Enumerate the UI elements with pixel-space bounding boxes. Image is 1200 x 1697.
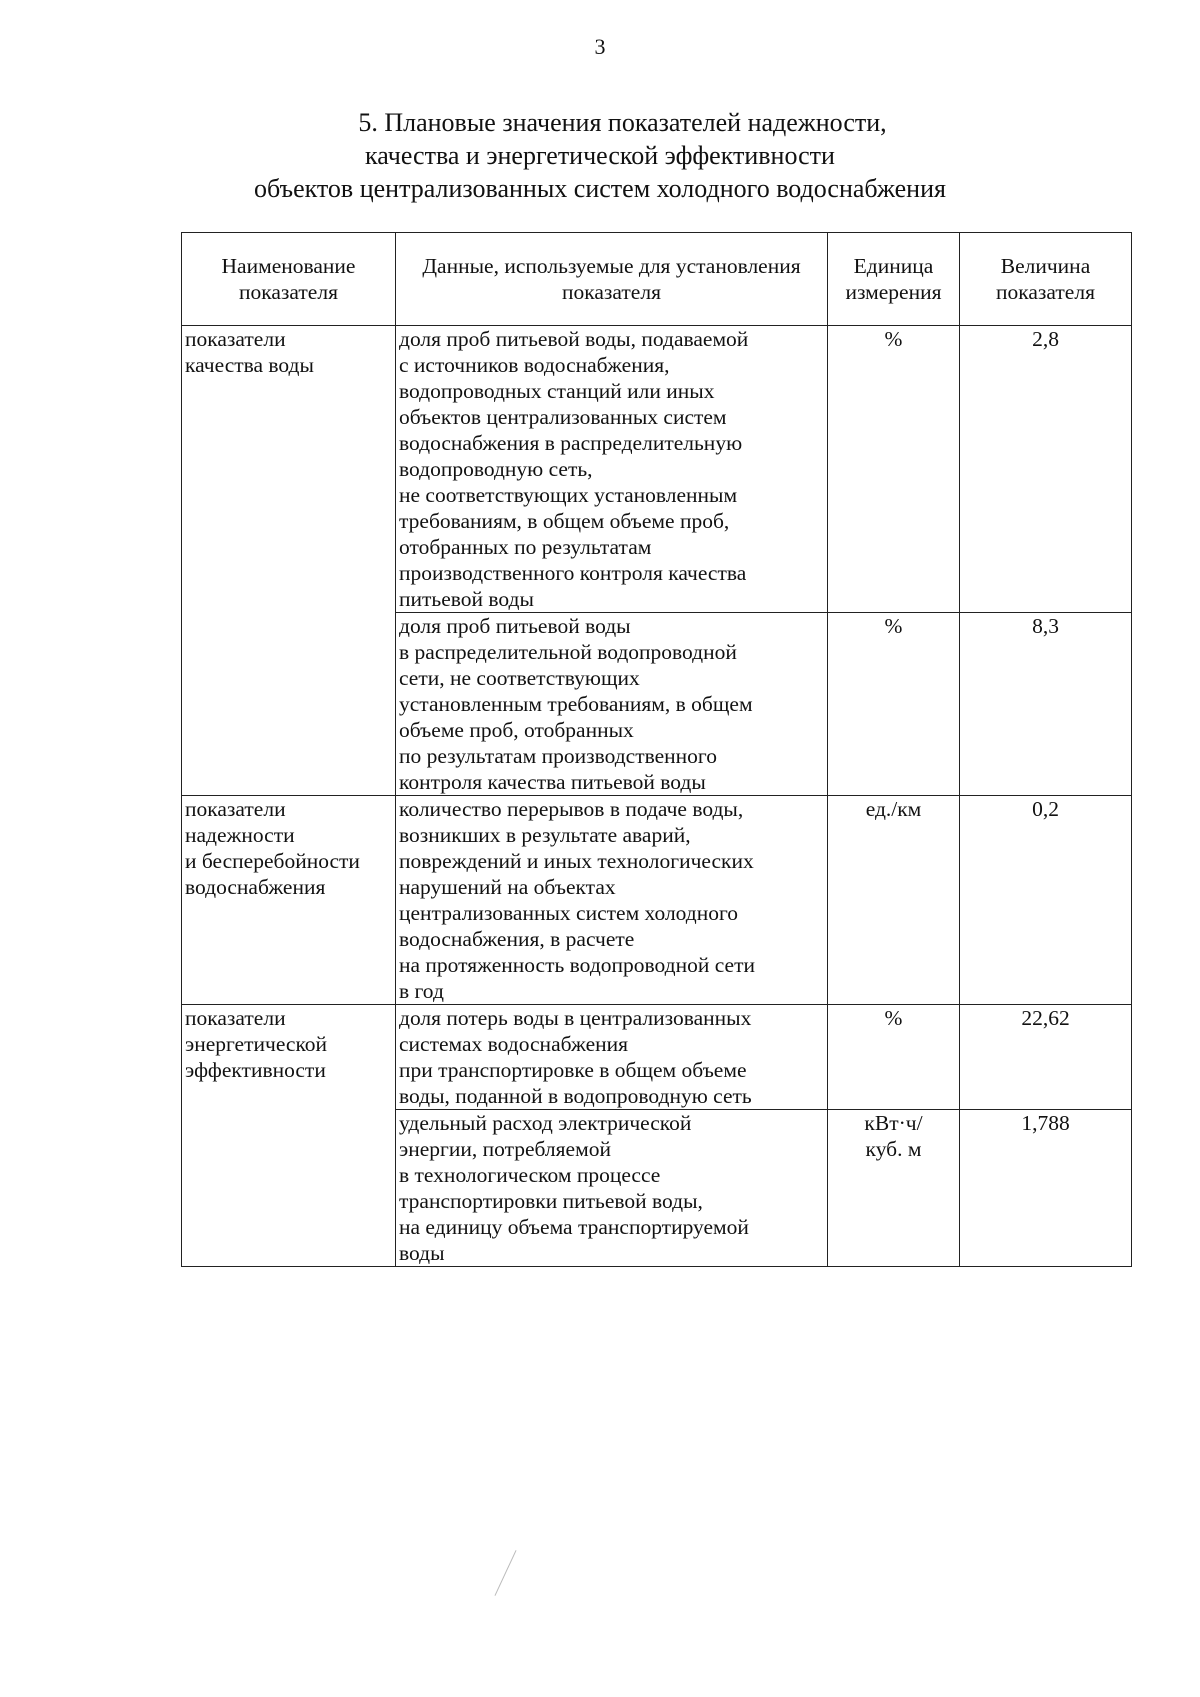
row-data-text: доля проб питьевой воды, подаваемой с источников водоснабжения, водопроводных станций или иных объектов централизованных систем водоснабжения в распределительную водопроводную сеть, не соответствующих установленным требованиям, в общем объеме проб, отобранных по результатам производственного контроля качества питьевой воды bbox=[396, 326, 828, 613]
row-unit: ед./км bbox=[828, 796, 960, 1005]
table-row bbox=[182, 1005, 1132, 1110]
group-water-quality: показатели качества воды bbox=[182, 326, 396, 796]
group-energy-efficiency: показатели энергетической эффективности bbox=[182, 1005, 396, 1267]
header-indicator-name: Наименование показателя bbox=[182, 233, 396, 326]
header-source-data: Данные, используемые для установления показателя bbox=[396, 233, 828, 326]
scan-pencil-mark bbox=[494, 1550, 516, 1596]
row-value: 2,8 bbox=[960, 326, 1132, 613]
page-number: 3 bbox=[594, 34, 606, 59]
title-line-3: объектов централизованных систем холодного водоснабжения bbox=[254, 174, 946, 203]
table-row bbox=[182, 796, 1132, 1005]
row-data-text: удельный расход электрической энергии, потребляемой в технологическом процессе транспортировки питьевой воды, на единицу объема транспортируемой воды bbox=[396, 1110, 828, 1267]
row-unit: % bbox=[828, 326, 960, 613]
row-value: 22,62 bbox=[960, 1005, 1132, 1110]
row-value: 0,2 bbox=[960, 796, 1132, 1005]
row-unit: % bbox=[828, 613, 960, 796]
group-reliability: показатели надежности и бесперебойности водоснабжения bbox=[182, 796, 396, 1005]
title-line-1: 5. Плановые значения показателей надежности, bbox=[358, 108, 887, 137]
row-unit: кВт·ч/ куб. м bbox=[828, 1110, 960, 1267]
table-row bbox=[182, 326, 1132, 613]
row-value: 8,3 bbox=[960, 613, 1132, 796]
section-title bbox=[0, 106, 1200, 205]
header-unit: Единица измерения bbox=[828, 233, 960, 326]
header-value: Величина показателя bbox=[960, 233, 1132, 326]
indicators-table bbox=[181, 232, 1132, 1267]
row-value: 1,788 bbox=[960, 1110, 1132, 1267]
table-header-row bbox=[182, 233, 1132, 326]
row-data-text: доля потерь воды в централизованных системах водоснабжения при транспортировке в общем объеме воды, поданной в водопроводную сеть bbox=[396, 1005, 828, 1110]
row-data-text: количество перерывов в подаче воды, возникших в результате аварий, повреждений и иных технологических нарушений на объектах централизованных систем холодного водоснабжения, в расчете на протяженность водопроводной сети в год bbox=[396, 796, 828, 1005]
row-unit: % bbox=[828, 1005, 960, 1110]
title-line-2: качества и энергетической эффективности bbox=[365, 141, 835, 170]
row-data-text: доля проб питьевой воды в распределительной водопроводной сети, не соответствующих установленным требованиям, в общем объеме проб, отобранных по результатам производственного контроля качества питьевой воды bbox=[396, 613, 828, 796]
